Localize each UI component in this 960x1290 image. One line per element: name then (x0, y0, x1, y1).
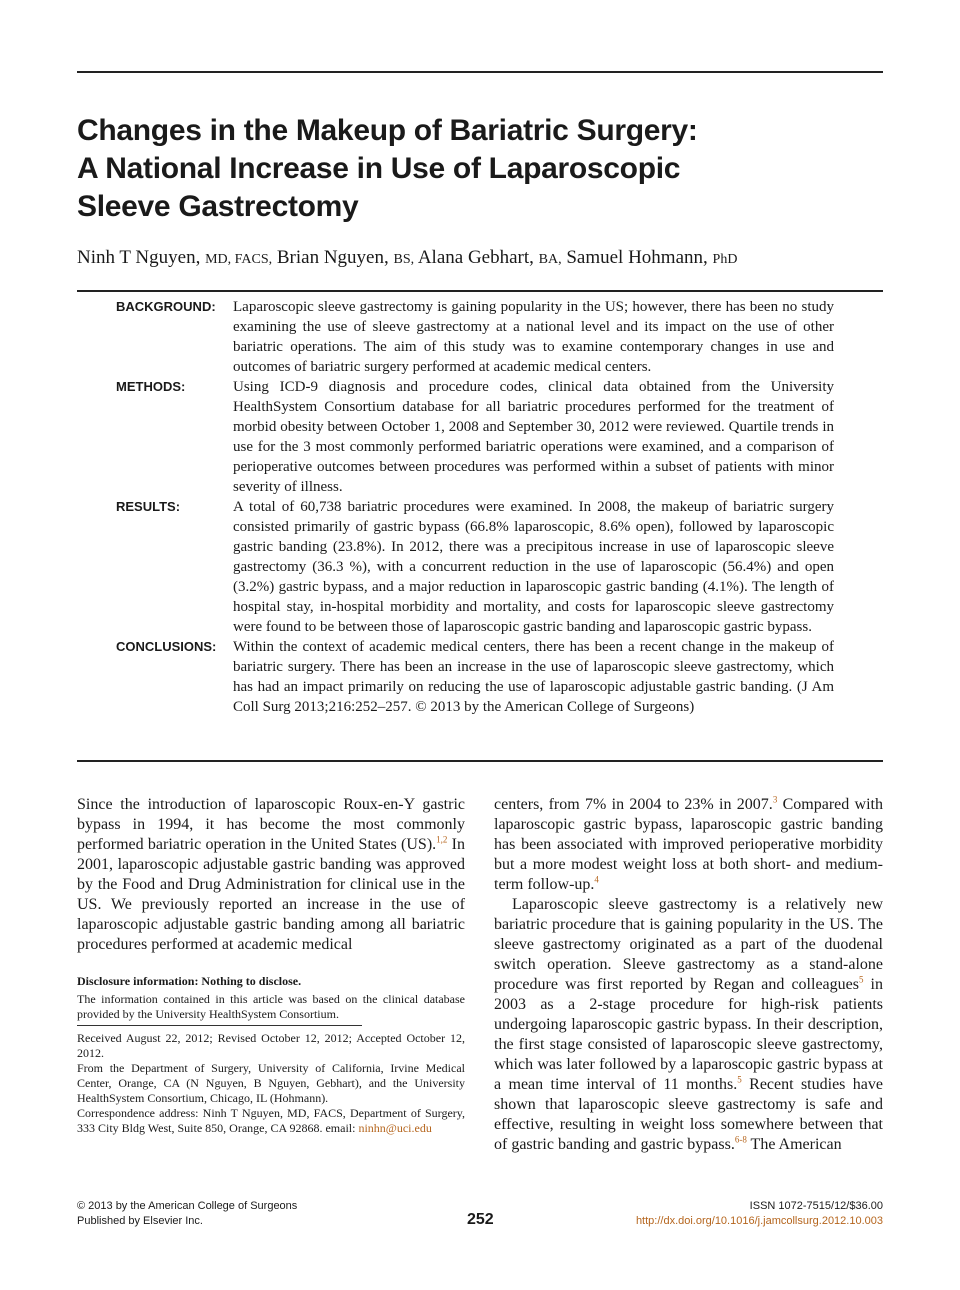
body-text: The American (746, 1136, 842, 1153)
abstract-bottom-rule (77, 760, 883, 762)
body-text: in 2003 as a 2-stage procedure for high-risk patients undergoing laparoscopic gastric bypass. In their description, the first stage consisted of laparoscopic sleeve gastrectomy, which was later followed by a laparoscopic gastric bypass at a mean time interval of 11 months. (494, 976, 883, 1093)
abstract (77, 297, 883, 717)
author-name: Ninh T Nguyen, (77, 247, 201, 268)
background-label: BACKGROUND: (116, 299, 216, 314)
reference-link[interactable]: 6-8 (734, 1134, 747, 1145)
author-degree: PhD (712, 252, 738, 267)
abstract-background (77, 297, 883, 377)
abstract-results (77, 497, 883, 637)
title-line: Changes in the Makeup of Bariatric Surgery: (77, 114, 698, 147)
page-number: 252 (467, 1211, 494, 1228)
conclusions-text: Within the context of academic medical centers, there has been a recent change in the makeup of bariatric surgery. There has been an increase in the use of laparoscopic sleeve gastrectomy, which has had an impact primarily on reducing the use of laparoscopic adjustable gastric banding. (J Am Coll Surg 2013;216:252–257. © 2013 by the American College of Surgeons) (233, 639, 834, 715)
reference-link[interactable]: 1,2 (436, 834, 448, 845)
affiliation-note: From the Department of Surgery, University of California, Irvine Medical Center, Orange, CA (N Nguyen, B Nguyen, Gebhart), and the University HealthSystem Consortium, Chicago, IL (Hohmann). (77, 1061, 465, 1105)
body-text: Recent studies have shown that laparoscopic sleeve gastrectomy is safe and effective, resulting in weight loss somewhere between that of gastric banding and gastric bypass. (494, 1076, 883, 1153)
author-degree: BS, (393, 252, 415, 267)
conclusions-label: CONCLUSIONS: (116, 639, 217, 654)
received-note: Received August 22, 2012; Revised October 12, 2012; Accepted October 12, 2012. (77, 1031, 465, 1060)
notes-separator (77, 1025, 362, 1026)
body-column-right (494, 795, 883, 1155)
body-column-left (77, 795, 465, 955)
reference-link[interactable]: 3 (772, 794, 778, 805)
abstract-conclusions (77, 637, 883, 717)
body-paragraph (494, 895, 883, 1155)
body-paragraph (77, 795, 465, 955)
top-rule (77, 71, 883, 73)
author-degree: BA, (538, 252, 562, 267)
author-name: Samuel Hohmann, (566, 247, 708, 268)
footer-left (77, 1199, 297, 1229)
title-line: Sleeve Gastrectomy (77, 190, 359, 223)
results-text: A total of 60,738 bariatric procedures were examined. In 2008, the makeup of bariatric surgery consisted primarily of gastric bypass (66.8% laparoscopic, 8.6% open), followed by laparoscopic gastric banding (23.8%). In 2012, there was a precipitous increase in use of laparoscopic sleeve gastrectomy (36.3 %), with a concurrent reduction in the use of laparoscopic (56.4%) and open (3.2%) gastric bypass, and a major reduction in laparoscopic gastric banding (4.1%). The length of hospital stay, in-hospital morbidity and mortality, and costs for laparoscopic sleeve gastrectomy were found to be between those of laparoscopic gastric banding and laparoscopic gastric bypass. (233, 499, 834, 635)
correspondence-note (77, 1106, 465, 1136)
reference-link[interactable]: 5 (737, 1074, 742, 1085)
disclosure-note: Disclosure information: Nothing to disclose. (77, 974, 302, 988)
issn-text: ISSN 1072-7515/12/$36.00 (749, 1200, 883, 1212)
body-text: Laparoscopic sleeve gastrectomy is a relatively new bariatric procedure that is gaining popularity in the US. The sleeve gastrectomy originated as a part of the duodenal switch operation. Sleeve gastrectomy as a stand-alone procedure was first reported by Regan and colleagues (494, 896, 883, 993)
article-title (77, 112, 883, 226)
body-text: In 2001, laparoscopic adjustable gastric banding was approved by the Food and Drug Administration for clinical use in the US. We previously reported an increase in the use of laparoscopic adjustable gastric banding among all bariatric procedures performed at academic medical (77, 836, 466, 953)
body-text: centers, from 7% in 2004 to 23% in 2007. (494, 796, 773, 813)
methods-text: Using ICD-9 diagnosis and procedure codes, clinical data obtained from the University HealthSystem Consortium database for all bariatric procedures performed for the treatment of morbid obesity between October 1, 2008 and September 30, 2012 were reviewed. Quartile trends in use for the 3 most commonly performed bariatric operations were examined, and a comparison of perioperative outcomes between procedures was performed within a subset of patients with minor severity of illness. (233, 379, 834, 495)
author-list (77, 246, 737, 272)
body-paragraph (494, 795, 883, 895)
abstract-top-rule (77, 290, 883, 292)
body-text: Since the introduction of laparoscopic Roux-en-Y gastric bypass in 1994, it has become the most commonly performed bariatric operation in the United States (US). (77, 796, 465, 853)
doi-link[interactable]: http://dx.doi.org/10.1016/j.jamcollsurg.2012.10.003 (635, 1215, 883, 1227)
email-link[interactable]: ninhn@uci.edu (358, 1121, 432, 1135)
page-footer (77, 1199, 883, 1231)
publisher-text: Published by Elsevier Inc. (77, 1215, 203, 1227)
footer-right (636, 1199, 883, 1229)
body-text: Compared with laparoscopic gastric bypass, laparoscopic gastric banding has been associated with improved perioperative morbidity but a more modest weight loss at both short- and medium-term follow-up. (494, 796, 884, 893)
copyright-text: © 2013 by the American College of Surgeons (77, 1200, 298, 1212)
background-text: Laparoscopic sleeve gastrectomy is gaining popularity in the US; however, there has been no study examining the use of sleeve gastrectomy at a national level and its impact on the use of other bariatric operations. The aim of this study was to examine contemporary changes in use and outcomes of bariatric surgery performed at academic medical centers. (233, 299, 834, 375)
correspondence-text: Correspondence address: Ninh T Nguyen, MD, FACS, Department of Surgery, 333 City Bldg West, Suite 850, Orange, CA 92868. email: (77, 1106, 465, 1135)
article-notes (77, 974, 465, 1136)
abstract-methods (77, 377, 883, 497)
results-label: RESULTS: (116, 499, 181, 514)
reference-link[interactable]: 4 (594, 874, 599, 885)
reference-link[interactable]: 5 (858, 974, 864, 985)
author-name: Brian Nguyen, (276, 247, 389, 268)
info-note: The information contained in this article was based on the clinical database provided by the University HealthSystem Consortium. (77, 992, 465, 1021)
methods-label: METHODS: (116, 379, 186, 394)
author-degree: MD, FACS, (205, 252, 273, 267)
author-name: Alana Gebhart, (417, 247, 534, 268)
title-line: A National Increase in Use of Laparoscopic (77, 152, 681, 185)
